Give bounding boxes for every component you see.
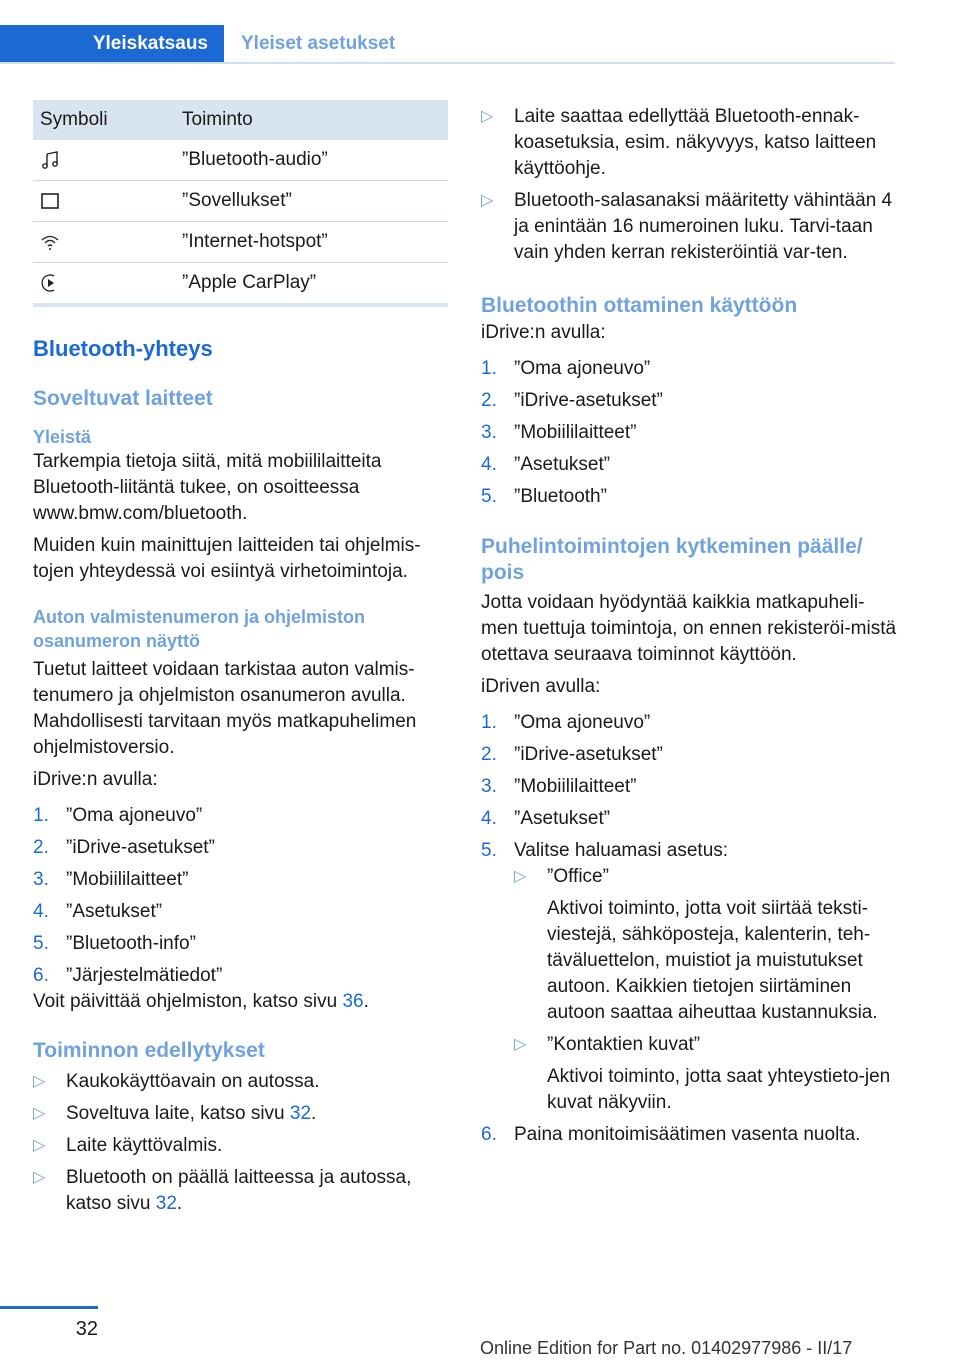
text: Voit päivittää ohjelmiston, katso sivu <box>33 991 343 1012</box>
paragraph <box>33 989 449 1015</box>
footer-line <box>0 1306 98 1309</box>
list-item <box>514 1032 897 1116</box>
text: Bluetooth on päällä laitteessa ja autossa, katso sivu <box>66 1167 412 1214</box>
requirements-list-continued <box>481 104 897 266</box>
table-row <box>33 263 448 306</box>
step-number: 5. <box>33 933 49 954</box>
carplay-icon <box>40 273 60 293</box>
step-number: 3. <box>481 776 497 797</box>
step-number: 3. <box>481 422 497 443</box>
list-item <box>481 484 897 510</box>
text: Kaukokäyttöavain on autossa. <box>66 1071 320 1092</box>
list-item <box>481 388 897 414</box>
step-text: ”Oma ajoneuvo” <box>514 358 651 379</box>
steps-list <box>481 356 897 510</box>
heading-version-display: Auton valmistenumeron ja ohjelmiston osanumeron näyttö <box>33 607 366 651</box>
paragraph: iDriven avulla: <box>481 676 601 697</box>
steps-list <box>33 803 449 989</box>
settings-sublist <box>514 864 897 1116</box>
step-text: ”Asetukset” <box>66 901 163 922</box>
step-text: ”Järjestelmätiedot” <box>66 965 223 986</box>
list-item <box>33 1069 449 1095</box>
step-text: Paina monitoimisäätimen vasenta nuolta. <box>514 1124 861 1145</box>
step-number: 2. <box>33 837 49 858</box>
option-description: Aktivoi toiminto, jotta voit siirtää teksti-viestejä, sähköposteja, kalenterin, teh-täväluettelon, muistiot ja muistutukset autoon. Kaikkien tietojen siirtäminen autoon saattaa aiheuttaa kustannuksia. <box>547 898 878 1023</box>
list-item <box>481 420 897 446</box>
step-text: ”Mobiililaitteet” <box>514 422 637 443</box>
text: . <box>176 1193 183 1214</box>
music-note-icon <box>40 150 60 170</box>
paragraph: iDrive:n avulla: <box>481 322 606 343</box>
list-item <box>481 838 897 1116</box>
triangle-bullet-icon: ▷ <box>514 1036 527 1053</box>
step-text: ”Asetukset” <box>514 454 611 475</box>
table-row <box>33 222 448 263</box>
symbol-table <box>33 100 448 307</box>
heading-general: Yleistä <box>33 427 92 447</box>
steps-list <box>481 710 897 1148</box>
step-number: 5. <box>481 486 497 507</box>
text: Laite käyttövalmis. <box>66 1135 223 1156</box>
list-item <box>33 1101 449 1127</box>
page-link-32[interactable]: 32 <box>289 1103 312 1124</box>
step-number: 2. <box>481 744 497 765</box>
triangle-bullet-icon: ▷ <box>481 108 494 125</box>
list-item <box>481 806 897 832</box>
step-text: Valitse haluamasi asetus: <box>514 840 729 861</box>
step-number: 1. <box>33 805 49 826</box>
list-item <box>33 931 449 957</box>
list-item <box>33 867 449 893</box>
step-text: ”iDrive-asetukset” <box>66 837 215 858</box>
paragraph: iDrive:n avulla: <box>33 769 158 790</box>
text: . <box>363 991 369 1012</box>
triangle-bullet-icon: ▷ <box>481 192 494 209</box>
paragraph: Tuetut laitteet voidaan tarkistaa auton valmis-tenumero ja ohjelmiston osanumeron avulla. Mahdollisesti tarvitaan myös matkapuhelimen ohjelmistoversio. <box>33 659 417 758</box>
triangle-bullet-icon: ▷ <box>33 1073 46 1090</box>
triangle-bullet-icon: ▷ <box>33 1137 46 1154</box>
triangle-bullet-icon: ▷ <box>33 1105 46 1122</box>
step-text: ”iDrive-asetukset” <box>514 390 663 411</box>
list-item <box>33 1165 449 1217</box>
paragraph: Jotta voidaan hyödyntää kaikkia matkapuheli-men tuettuja toimintoja, on ennen rekisteröi-mistä otettava seuraava toiminnot käyttöön. <box>481 592 897 665</box>
table-header-symbol: Symboli <box>33 100 175 140</box>
step-number: 1. <box>481 712 497 733</box>
right-column <box>481 104 897 1154</box>
option-title: ”Kontaktien kuvat” <box>547 1034 701 1055</box>
tab-general-settings[interactable]: Yleiset asetukset <box>241 33 396 54</box>
table-header-function: Toiminto <box>175 100 448 140</box>
list-item <box>481 710 897 736</box>
step-text: ”Bluetooth-info” <box>66 933 196 954</box>
step-number: 6. <box>33 965 49 986</box>
step-text: ”Oma ajoneuvo” <box>514 712 651 733</box>
list-item <box>481 742 897 768</box>
table-row <box>33 181 448 222</box>
paragraph: Muiden kuin mainittujen laitteiden tai ohjelmis-tojen yhteydessä voi esiintyä virhetoimintoja. <box>33 535 421 582</box>
step-text: ”Mobiililaitteet” <box>66 869 189 890</box>
heading-phone-functions: Puhelintoimintojen kytkeminen päälle/ pois <box>481 535 863 584</box>
step-number: 2. <box>481 390 497 411</box>
text: . <box>311 1103 317 1124</box>
heading-activate-bluetooth: Bluetoothin ottaminen käyttöön <box>481 294 798 317</box>
option-description: Aktivoi toiminto, jotta saat yhteystieto-jen kuvat näkyviin. <box>547 1066 891 1113</box>
table-cell-function: ”Sovellukset” <box>175 181 448 222</box>
triangle-bullet-icon: ▷ <box>33 1169 46 1186</box>
heading-devices: Soveltuvat laitteet <box>33 387 213 410</box>
step-text: ”Bluetooth” <box>514 486 607 507</box>
text: Laite saattaa edellyttää Bluetooth-ennak-koasetuksia, esim. näkyvyys, katso laitteen käyttöohje. <box>514 106 877 179</box>
list-item <box>481 188 897 266</box>
heading-bluetooth: Bluetooth-yhteys <box>33 336 213 361</box>
heading-requirements: Toiminnon edellytykset <box>33 1039 265 1062</box>
step-number: 6. <box>481 1124 497 1145</box>
step-text: ”iDrive-asetukset” <box>514 744 663 765</box>
list-item <box>33 963 449 989</box>
step-number: 1. <box>481 358 497 379</box>
triangle-bullet-icon: ▷ <box>514 868 527 885</box>
list-item <box>481 104 897 182</box>
step-number: 4. <box>33 901 49 922</box>
list-item <box>33 803 449 829</box>
step-text: ”Mobiililaitteet” <box>514 776 637 797</box>
tab-overview[interactable]: Yleiskatsaus <box>0 25 224 62</box>
list-item <box>33 1133 449 1159</box>
table-cell-function: ”Internet-hotspot” <box>175 222 448 263</box>
header-bar <box>0 0 895 64</box>
requirements-list <box>33 1069 449 1217</box>
table-cell-function: ”Apple CarPlay” <box>175 263 448 306</box>
edition-text: Online Edition for Part no. 01402977986 - II/17 <box>480 1338 853 1358</box>
step-number: 4. <box>481 808 497 829</box>
step-number: 5. <box>481 840 497 861</box>
page-number: 32 <box>75 1318 98 1340</box>
step-text: ”Oma ajoneuvo” <box>66 805 203 826</box>
text: Bluetooth-salasanaksi määritetty vähintään 4 ja enintään 16 numeroinen luku. Tarvi-taan vain yhden kerran rekisteröintiä var-ten. <box>514 190 893 263</box>
wifi-icon <box>40 232 60 252</box>
list-item <box>514 864 897 1026</box>
left-column <box>33 100 449 1223</box>
list-item <box>481 1122 897 1148</box>
option-title: ”Office” <box>547 866 609 887</box>
step-number: 3. <box>33 869 49 890</box>
app-square-icon <box>40 191 60 211</box>
step-number: 4. <box>481 454 497 475</box>
page-link-32[interactable]: 32 <box>155 1193 177 1214</box>
list-item <box>33 835 449 861</box>
list-item <box>481 356 897 382</box>
list-item <box>33 899 449 925</box>
table-cell-function: ”Bluetooth-audio” <box>175 140 448 181</box>
paragraph: Tarkempia tietoja siitä, mitä mobiililaitteita Bluetooth-liitäntä tukee, on osoitteessa www.bmw.com/bluetooth. <box>33 451 382 524</box>
list-item <box>481 774 897 800</box>
step-text: ”Asetukset” <box>514 808 611 829</box>
page-link-36[interactable]: 36 <box>342 991 364 1012</box>
list-item <box>481 452 897 478</box>
text: Soveltuva laite, katso sivu <box>66 1103 290 1124</box>
table-row <box>33 140 448 181</box>
